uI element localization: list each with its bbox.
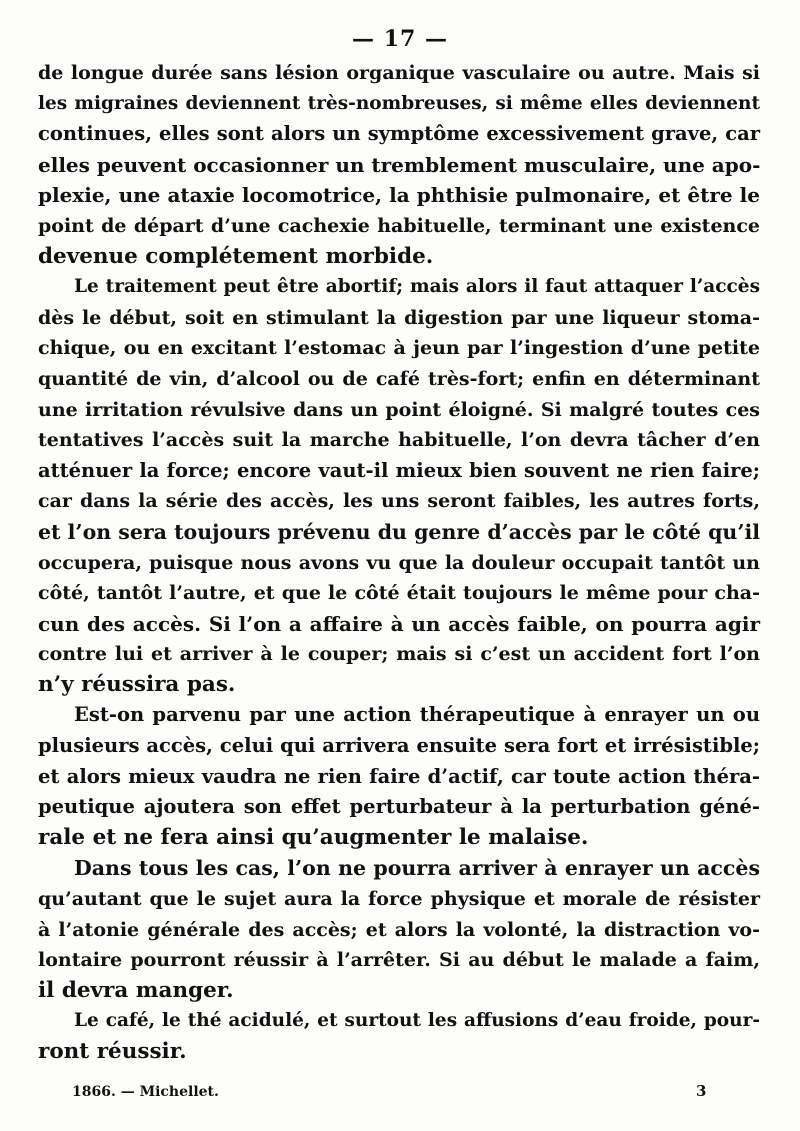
paragraph	[38, 700, 760, 853]
paragraph	[38, 272, 760, 700]
text-line: côté, tantôt l’autre, et que le côté était toujours le même pour cha-	[38, 582, 760, 605]
text-line: quantité de vin, d’alcool ou de café très-fort; enfin en déterminant	[38, 367, 760, 390]
text-line: contre lui et arriver à le couper; mais si c’est un accident fort l’on	[38, 643, 760, 666]
text-line: car dans la série des accès, les uns seront faibles, les autres forts,	[38, 490, 760, 513]
text-line: Dans tous les cas, l’on ne pourra arriver à enrayer un accès	[74, 856, 760, 881]
text-line: rale et ne fera ainsi qu’augmenter le malaise.	[38, 824, 589, 850]
text-line: point de départ d’une cachexie habituelle, terminant une existence	[38, 214, 760, 237]
text-line: elles peuvent occasionner un tremblement musculaire, une apo-	[38, 152, 761, 177]
text-line: Le traitement peut être abortif; mais alors il faut attaquer l’accès	[74, 276, 760, 298]
text-line: devenue complétement morbide.	[38, 243, 434, 269]
paragraph	[38, 1006, 760, 1067]
text-line: Le café, le thé acidulé, et surtout les affusions d’eau froide, pour-	[74, 1010, 760, 1032]
text-line: atténuer la force; encore vaut-il mieux bien souvent ne rien faire;	[38, 458, 760, 482]
paragraph	[38, 58, 760, 272]
text-line: lontaire pourront réussir à l’arrêter. Si au début le malade a faim,	[38, 949, 760, 972]
text-line: ront réussir.	[38, 1039, 187, 1064]
paragraph	[38, 853, 760, 1006]
body-text	[38, 58, 760, 1068]
text-line: chique, ou en excitant l’estomac à jeun par l’ingestion d’une petite	[38, 337, 760, 360]
text-line: il devra manger.	[38, 977, 234, 1003]
text-line: plexie, une ataxie locomotrice, la phthisie pulmonaire, et être le	[38, 183, 760, 208]
text-line: qu’autant que le sujet aura la force physique et morale de résister	[38, 888, 760, 911]
text-line: dès le début, soit en stimulant la digestion par une liqueur stoma-	[38, 306, 760, 329]
text-line: et l’on sera toujours prévenu du genre d’accès par le côté qu’il	[38, 519, 761, 544]
text-line: de longue durée sans lésion organique vasculaire ou autre. Mais si	[38, 62, 760, 84]
signature-mark: 3	[696, 1082, 707, 1100]
text-line: tentatives l’accès suit la marche habituelle, l’on devra tâcher d’en	[38, 429, 760, 452]
text-line: continues, elles sont alors un symptôme excessivement grave, car	[38, 122, 760, 146]
text-line: occupera, puisque nous avons vu que la douleur occupait tantôt un	[38, 551, 760, 574]
text-line: n’y réussira pas.	[38, 671, 236, 697]
printer-imprint: 1866. — Michellet.	[72, 1084, 219, 1100]
text-line: les migraines deviennent très-nombreuses, si même elles deviennent	[38, 92, 760, 114]
text-line: cun des accès. Si l’on a affaire à un accès faible, on pourra agir	[38, 611, 760, 636]
text-line: plusieurs accès, celui qui arrivera ensuite sera fort et irrésistible;	[38, 734, 760, 758]
page-number: — 17 —	[352, 26, 448, 52]
text-line: peutique ajoutera son effet perturbateur à la perturbation géné-	[38, 795, 760, 819]
text-line: et alors mieux vaudra ne rien faire d’actif, car toute action théra-	[38, 764, 760, 788]
text-line: Est-on parvenu par une action thérapeutique à enrayer un ou	[74, 703, 760, 727]
text-line: à l’atonie générale des accès; et alors la volonté, la distraction vo-	[38, 918, 760, 941]
text-line: une irritation révulsive dans un point éloigné. Si malgré toutes ces	[38, 398, 760, 421]
